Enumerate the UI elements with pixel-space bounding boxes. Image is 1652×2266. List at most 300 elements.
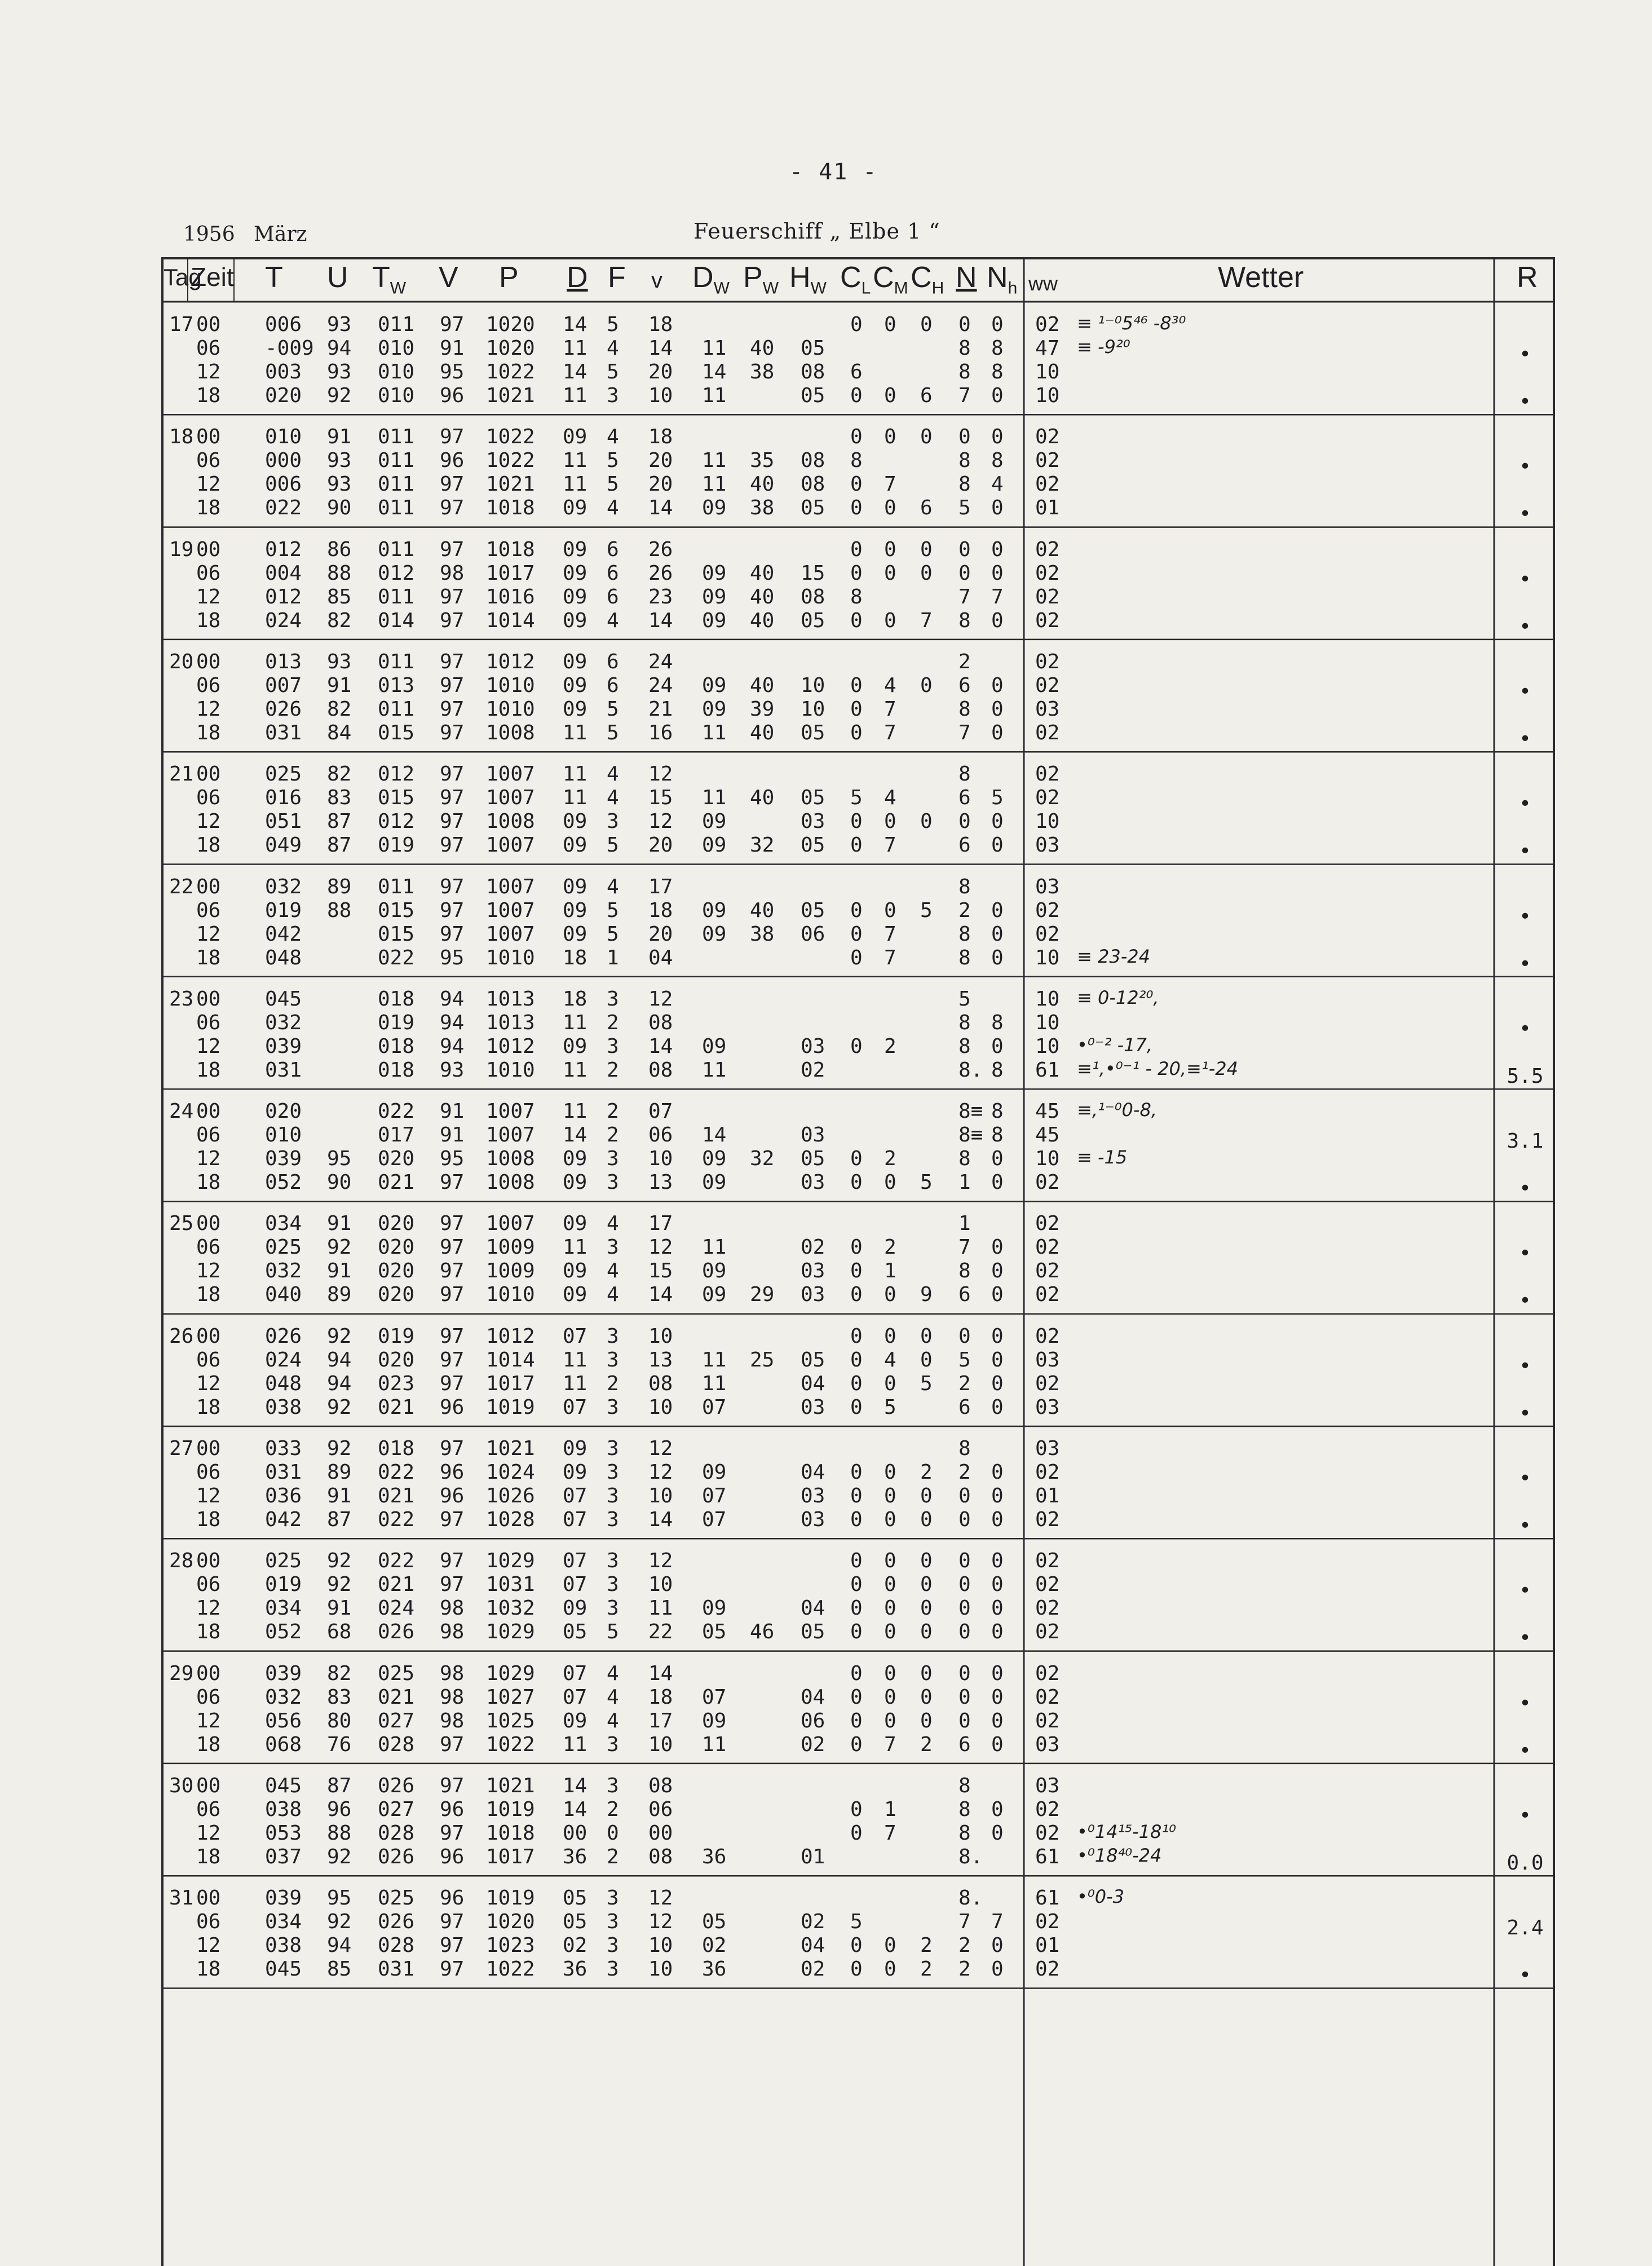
cell-dw: 09: [702, 1709, 727, 1732]
cell-zeit: 06: [196, 561, 221, 585]
cell-d: 11: [563, 762, 588, 786]
day-tag: 25: [169, 1212, 194, 1236]
cell-d: 07: [563, 1484, 588, 1507]
cell-u: 87: [327, 1774, 352, 1797]
cell-f: 3: [607, 987, 619, 1011]
cell-v: 97: [440, 650, 465, 673]
header-u: U: [327, 261, 348, 294]
cell-tw: 021: [378, 1573, 415, 1597]
cell-ww: 02: [1035, 1549, 1060, 1573]
cell-p: 1008: [486, 1171, 535, 1194]
cell-n: 8.: [958, 1886, 983, 1910]
cell-d: 09: [563, 1461, 588, 1484]
precipitation-value: •: [1519, 343, 1531, 366]
cell-v: 97: [440, 786, 465, 810]
cell-f: 1: [607, 946, 619, 969]
cell-cm: 7: [884, 922, 896, 946]
cell-v-lower: 12: [648, 987, 673, 1011]
precipitation-value: •: [1519, 840, 1531, 863]
cell-ww: 03: [1035, 1395, 1060, 1419]
cell-nh: 0: [991, 1685, 1004, 1709]
cell-v: 96: [440, 1395, 465, 1419]
cell-d: 09: [563, 585, 588, 609]
cell-zeit: 06: [196, 1236, 221, 1259]
cell-tw: 011: [378, 875, 415, 898]
cell-t: 045: [265, 987, 302, 1011]
cell-zeit: 00: [196, 1100, 221, 1123]
cell-cl: 8: [850, 585, 863, 609]
cell-t: 039: [265, 1886, 302, 1910]
cell-zeit: 18: [196, 834, 221, 857]
cell-cm: 7: [884, 473, 896, 496]
cell-d: 02: [563, 1934, 588, 1958]
cell-hw: 10: [801, 697, 825, 721]
cell-n: 1: [958, 1212, 971, 1236]
cell-tw: 020: [378, 1283, 415, 1307]
cell-pw: 40: [750, 609, 775, 632]
cell-ch: 0: [920, 561, 933, 585]
cell-dw: 09: [702, 810, 727, 834]
cell-nh: 0: [991, 1797, 1004, 1821]
cell-t: 024: [265, 609, 302, 632]
cell-nh: 0: [991, 1573, 1004, 1597]
cell-v-lower: 18: [648, 425, 673, 449]
cell-t: 012: [265, 537, 302, 561]
cell-v: 97: [440, 1508, 465, 1531]
cell-d: 09: [563, 1259, 588, 1283]
cell-u: 84: [327, 721, 352, 744]
cell-u: 85: [327, 585, 352, 609]
cell-n: 8: [958, 1774, 971, 1797]
cell-u: 88: [327, 898, 352, 922]
cell-nh: 0: [991, 1259, 1004, 1283]
precipitation-value: 2.4: [1507, 1916, 1544, 1940]
cell-ch: 6: [920, 496, 933, 520]
cell-v-lower: 10: [648, 1732, 673, 1756]
cell-ch: 5: [920, 898, 933, 922]
day-tag: 31: [169, 1886, 194, 1910]
cell-ww: 02: [1035, 922, 1060, 946]
cell-nh: 0: [991, 810, 1004, 834]
cell-dw: 09: [702, 1283, 727, 1307]
cell-t: 053: [265, 1821, 302, 1845]
cell-v: 98: [440, 1597, 465, 1620]
cell-cm: 0: [884, 425, 896, 449]
cell-dw: 11: [702, 1236, 727, 1259]
cell-tw: 015: [378, 721, 415, 744]
cell-t: 031: [265, 1058, 302, 1082]
cell-tw: 019: [378, 834, 415, 857]
cell-nh: 0: [991, 898, 1004, 922]
cell-d: 07: [563, 1573, 588, 1597]
cell-ww: 10: [1035, 1011, 1060, 1034]
cell-u: 83: [327, 786, 352, 810]
header-ww: ww: [1028, 272, 1058, 295]
cell-v: 97: [440, 762, 465, 786]
cell-dw: 11: [702, 786, 727, 810]
cell-f: 6: [607, 585, 619, 609]
cell-v: 96: [440, 1886, 465, 1910]
cell-ww: 61: [1035, 1886, 1060, 1910]
cell-v-lower: 13: [648, 1171, 673, 1194]
cell-pw: 25: [750, 1348, 775, 1372]
cell-dw: 09: [702, 1461, 727, 1484]
cell-t: 034: [265, 1212, 302, 1236]
day-tag: 22: [169, 875, 194, 898]
cell-d: 18: [563, 987, 588, 1011]
cell-zeit: 12: [196, 1597, 221, 1620]
cell-u: 92: [327, 1845, 352, 1868]
cell-cl: 0: [850, 1283, 863, 1307]
cell-cl: 0: [850, 537, 863, 561]
cell-d: 14: [563, 360, 588, 383]
cell-d: 00: [563, 1821, 588, 1845]
cell-ch: 5: [920, 1372, 933, 1395]
cell-d: 11: [563, 1372, 588, 1395]
cell-ww: 10: [1035, 987, 1060, 1011]
cell-v-lower: 14: [648, 1283, 673, 1307]
cell-d: 07: [563, 1549, 588, 1573]
cell-v-lower: 10: [648, 1934, 673, 1958]
cell-n: 8: [958, 1034, 971, 1058]
cell-zeit: 06: [196, 1123, 221, 1147]
cell-pw: 32: [750, 834, 775, 857]
cell-cl: 5: [850, 1910, 863, 1934]
cell-t: 036: [265, 1484, 302, 1507]
cell-f: 4: [607, 1685, 619, 1709]
cell-p: 1020: [486, 1910, 535, 1934]
cell-u: 91: [327, 673, 352, 697]
cell-tw: 028: [378, 1821, 415, 1845]
cell-v-lower: 08: [648, 1845, 673, 1868]
cell-ch: 0: [920, 1597, 933, 1620]
cell-n: 8: [958, 1011, 971, 1034]
cell-dw: 11: [702, 721, 727, 744]
cell-u: 91: [327, 1597, 352, 1620]
cell-p: 1010: [486, 673, 535, 697]
cell-hw: 05: [801, 721, 825, 744]
cell-u: 91: [327, 1212, 352, 1236]
cell-d: 11: [563, 473, 588, 496]
cell-f: 5: [607, 834, 619, 857]
cell-zeit: 06: [196, 1685, 221, 1709]
cell-f: 3: [607, 384, 619, 407]
cell-v-lower: 07: [648, 1100, 673, 1123]
header-pw: $P_W$: [743, 261, 779, 298]
cell-p: 1010: [486, 697, 535, 721]
cell-d: 11: [563, 1011, 588, 1034]
cell-cm: 0: [884, 1934, 896, 1958]
cell-u: 91: [327, 425, 352, 449]
cell-cm: 0: [884, 1597, 896, 1620]
precipitation-value: •: [1519, 792, 1531, 816]
cell-dw: 36: [702, 1958, 727, 1981]
precipitation-value: •: [1519, 952, 1531, 976]
cell-hw: 08: [801, 585, 825, 609]
cell-ww: 03: [1035, 1437, 1060, 1460]
cell-t: 025: [265, 1236, 302, 1259]
cell-tw: 011: [378, 425, 415, 449]
cell-hw: 03: [801, 1508, 825, 1531]
cell-u: 89: [327, 1461, 352, 1484]
cell-ww: 01: [1035, 1484, 1060, 1507]
precipitation-value: •: [1519, 1626, 1531, 1650]
cell-v-lower: 11: [648, 1597, 673, 1620]
cell-u: 92: [327, 384, 352, 407]
cell-d: 05: [563, 1886, 588, 1910]
cell-t: 012: [265, 585, 302, 609]
cell-cl: 0: [850, 1236, 863, 1259]
cell-p: 1019: [486, 1395, 535, 1419]
cell-t: 045: [265, 1774, 302, 1797]
cell-nh: 8: [991, 337, 1004, 360]
cell-tw: 010: [378, 384, 415, 407]
cell-u: 92: [327, 1437, 352, 1460]
precipitation-value: •: [1519, 1242, 1531, 1266]
cell-dw: 07: [702, 1484, 727, 1507]
weather-note: •⁰0-3: [1077, 1886, 1124, 1908]
cell-cm: 0: [884, 1324, 896, 1348]
cell-n: 0: [958, 1685, 971, 1709]
cell-t: 025: [265, 1549, 302, 1573]
cell-ch: 0: [920, 1709, 933, 1732]
cell-hw: 08: [801, 449, 825, 473]
cell-n: 8: [958, 360, 971, 383]
cell-cl: 0: [850, 1709, 863, 1732]
cell-f: 2: [607, 1123, 619, 1147]
cell-ww: 10: [1035, 384, 1060, 407]
cell-d: 11: [563, 786, 588, 810]
cell-t: 034: [265, 1597, 302, 1620]
cell-hw: 04: [801, 1597, 825, 1620]
cell-hw: 10: [801, 673, 825, 697]
precipitation-value: •: [1519, 1017, 1531, 1041]
header-cl: $C_L$: [840, 261, 871, 298]
cell-t: 019: [265, 898, 302, 922]
cell-pw: 40: [750, 786, 775, 810]
cell-cm: 0: [884, 810, 896, 834]
cell-v: 97: [440, 1324, 465, 1348]
cell-v-lower: 12: [648, 1886, 673, 1910]
cell-zeit: 12: [196, 1934, 221, 1958]
cell-t: 038: [265, 1395, 302, 1419]
cell-v-lower: 20: [648, 922, 673, 946]
cell-d: 18: [563, 946, 588, 969]
cell-cm: 2: [884, 1236, 896, 1259]
cell-cm: 1: [884, 1797, 896, 1821]
cell-ch: 0: [920, 1661, 933, 1685]
cell-u: 87: [327, 1508, 352, 1531]
cell-t: 007: [265, 673, 302, 697]
cell-f: 4: [607, 1259, 619, 1283]
cell-tw: 019: [378, 1324, 415, 1348]
cell-n: 0: [958, 1573, 971, 1597]
cell-n: 5: [958, 1348, 971, 1372]
cell-pw: 40: [750, 473, 775, 496]
cell-nh: 8: [991, 1100, 1004, 1123]
cell-f: 4: [607, 425, 619, 449]
cell-t: 000: [265, 449, 302, 473]
cell-ch: 2: [920, 1934, 933, 1958]
cell-p: 1031: [486, 1573, 535, 1597]
cell-n: 8: [958, 1821, 971, 1845]
cell-dw: 09: [702, 1597, 727, 1620]
cell-v: 97: [440, 609, 465, 632]
cell-d: 09: [563, 1283, 588, 1307]
cell-zeit: 06: [196, 1461, 221, 1484]
cell-f: 3: [607, 1324, 619, 1348]
cell-tw: 010: [378, 360, 415, 383]
cell-n: 8: [958, 449, 971, 473]
cell-v: 97: [440, 1549, 465, 1573]
cell-n: 0: [958, 1484, 971, 1507]
cell-p: 1025: [486, 1709, 535, 1732]
day-tag: 17: [169, 313, 194, 336]
cell-cl: 5: [850, 786, 863, 810]
day-tag: 29: [169, 1661, 194, 1685]
cell-tw: 011: [378, 473, 415, 496]
cell-zeit: 12: [196, 810, 221, 834]
cell-ch: 0: [920, 537, 933, 561]
cell-tw: 014: [378, 609, 415, 632]
cell-t: 040: [265, 1283, 302, 1307]
cell-nh: 0: [991, 697, 1004, 721]
cell-v: 97: [440, 834, 465, 857]
cell-ww: 02: [1035, 1324, 1060, 1348]
cell-hw: 05: [801, 834, 825, 857]
cell-d: 11: [563, 1348, 588, 1372]
cell-dw: 05: [702, 1620, 727, 1644]
cell-p: 1021: [486, 1774, 535, 1797]
cell-cm: 2: [884, 1147, 896, 1171]
cell-t: 013: [265, 650, 302, 673]
cell-n: 8: [958, 609, 971, 632]
cell-f: 3: [607, 1484, 619, 1507]
weather-note: ≡,¹⁻⁰0-8,: [1077, 1099, 1157, 1121]
cell-u: 93: [327, 449, 352, 473]
cell-ww: 02: [1035, 1597, 1060, 1620]
cell-zeit: 06: [196, 1573, 221, 1597]
cell-u: 82: [327, 609, 352, 632]
cell-ch: 0: [920, 1620, 933, 1644]
cell-ch: 2: [920, 1958, 933, 1981]
cell-p: 1017: [486, 561, 535, 585]
cell-n: 6: [958, 673, 971, 697]
cell-zeit: 00: [196, 1886, 221, 1910]
cell-d: 09: [563, 673, 588, 697]
cell-v: 97: [440, 1283, 465, 1307]
cell-dw: 09: [702, 1034, 727, 1058]
cell-u: 86: [327, 537, 352, 561]
cell-f: 4: [607, 609, 619, 632]
cell-zeit: 12: [196, 1259, 221, 1283]
cell-n: 8: [958, 922, 971, 946]
cell-t: 010: [265, 425, 302, 449]
cell-v-lower: 23: [648, 585, 673, 609]
cell-n: 5: [958, 987, 971, 1011]
cell-cl: 0: [850, 1797, 863, 1821]
cell-v: 97: [440, 1934, 465, 1958]
cell-nh: 0: [991, 1484, 1004, 1507]
precipitation-value: 5.5: [1507, 1064, 1544, 1088]
month-label: März: [254, 223, 307, 246]
cell-d: 07: [563, 1508, 588, 1531]
cell-f: 3: [607, 1774, 619, 1797]
cell-d: 09: [563, 496, 588, 520]
cell-d: 09: [563, 1171, 588, 1194]
cell-dw: 09: [702, 585, 727, 609]
cell-p: 1018: [486, 496, 535, 520]
cell-tw: 022: [378, 1100, 415, 1123]
cell-p: 1007: [486, 875, 535, 898]
cell-tw: 028: [378, 1934, 415, 1958]
cell-nh: 0: [991, 1821, 1004, 1845]
cell-hw: 04: [801, 1372, 825, 1395]
cell-hw: 05: [801, 384, 825, 407]
precipitation-value: •: [1519, 1514, 1531, 1537]
cell-t: 022: [265, 496, 302, 520]
cell-t: 033: [265, 1437, 302, 1460]
cell-cm: 4: [884, 786, 896, 810]
cell-cm: 0: [884, 898, 896, 922]
cell-v-lower: 20: [648, 360, 673, 383]
cell-hw: 03: [801, 1034, 825, 1058]
cell-f: 2: [607, 1845, 619, 1868]
cell-cl: 0: [850, 946, 863, 969]
cell-f: 6: [607, 673, 619, 697]
cell-p: 1029: [486, 1549, 535, 1573]
cell-n: 6: [958, 834, 971, 857]
cell-zeit: 06: [196, 673, 221, 697]
cell-f: 3: [607, 1034, 619, 1058]
cell-hw: 05: [801, 786, 825, 810]
cell-d: 07: [563, 1685, 588, 1709]
cell-p: 1007: [486, 834, 535, 857]
cell-v-lower: 14: [648, 1508, 673, 1531]
cell-nh: 0: [991, 1372, 1004, 1395]
cell-tw: 022: [378, 946, 415, 969]
cell-f: 3: [607, 1171, 619, 1194]
cell-ch: 2: [920, 1461, 933, 1484]
cell-d: 09: [563, 650, 588, 673]
cell-n: 7: [958, 384, 971, 407]
cell-n: 2: [958, 898, 971, 922]
cell-ch: 0: [920, 810, 933, 834]
cell-v-lower: 12: [648, 810, 673, 834]
cell-hw: 15: [801, 561, 825, 585]
cell-t: 042: [265, 922, 302, 946]
cell-cl: 0: [850, 1549, 863, 1573]
cell-v-lower: 10: [648, 1958, 673, 1981]
cell-zeit: 18: [196, 1508, 221, 1531]
cell-dw: 11: [702, 384, 727, 407]
cell-p: 1018: [486, 1821, 535, 1845]
cell-f: 3: [607, 1437, 619, 1460]
cell-p: 1029: [486, 1661, 535, 1685]
cell-v-lower: 14: [648, 609, 673, 632]
cell-u: 92: [327, 1549, 352, 1573]
cell-pw: 32: [750, 1147, 775, 1171]
cell-t: 019: [265, 1573, 302, 1597]
cell-u: 95: [327, 1147, 352, 1171]
cell-nh: 8: [991, 1011, 1004, 1034]
cell-v-lower: 14: [648, 496, 673, 520]
cell-t: 048: [265, 1372, 302, 1395]
cell-v-lower: 04: [648, 946, 673, 969]
cell-d: 07: [563, 1661, 588, 1685]
cell-cl: 0: [850, 609, 863, 632]
cell-ww: 02: [1035, 1372, 1060, 1395]
